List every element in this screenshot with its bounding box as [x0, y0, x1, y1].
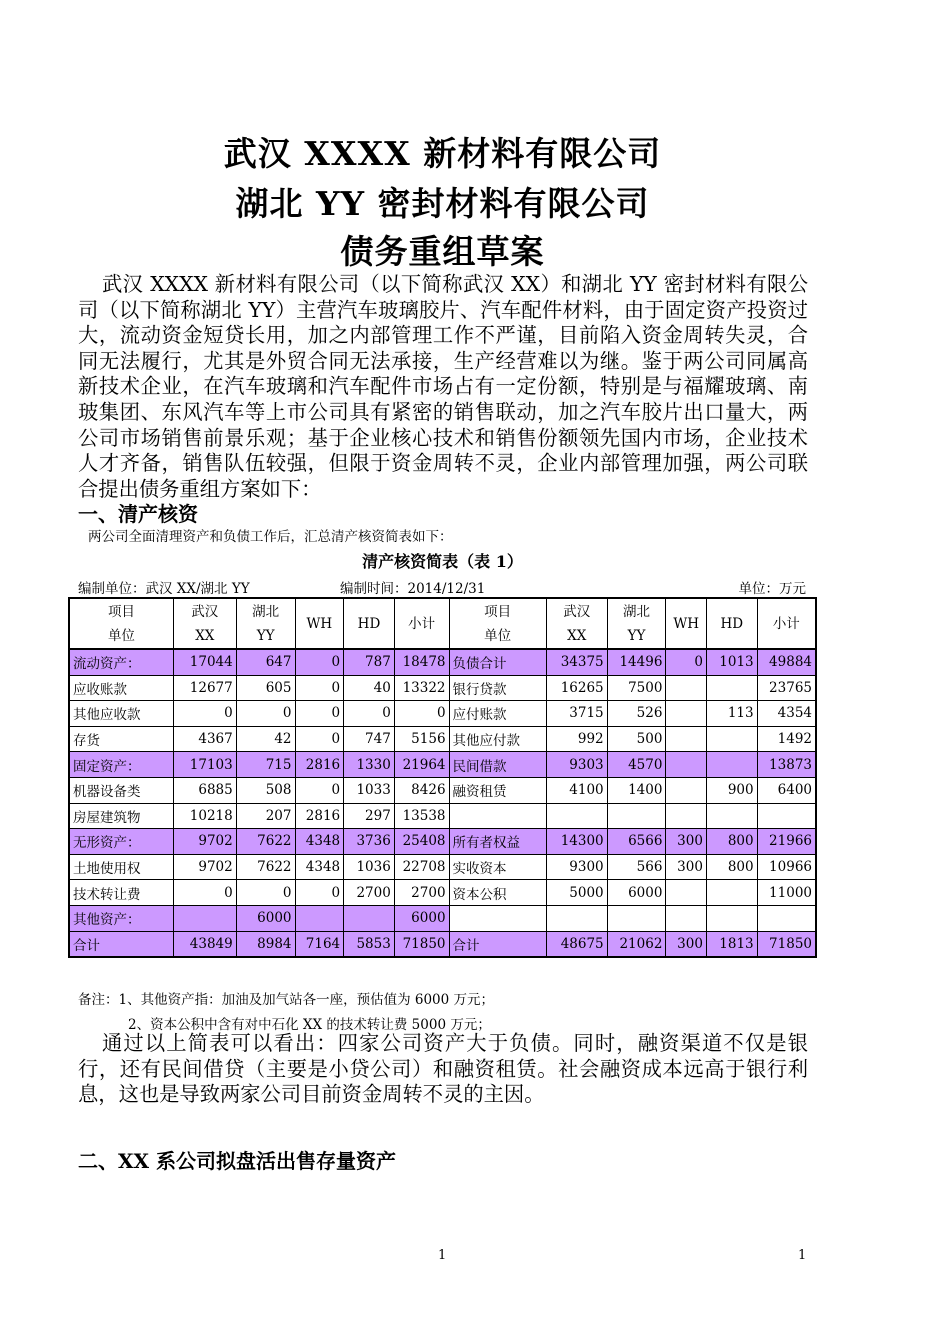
value-cell: 297 [344, 803, 395, 829]
value-cell [706, 726, 757, 752]
table-row [69, 880, 816, 906]
value-cell: 5156 [394, 726, 449, 752]
row-label-cell: 合计 [449, 931, 546, 957]
row-label-cell: 负债合计 [449, 649, 546, 675]
header-hubei: 湖北 YY [236, 598, 295, 649]
value-cell [666, 726, 707, 752]
value-cell: 43849 [173, 931, 236, 957]
value-cell: 18478 [394, 649, 449, 675]
row-label-cell: 机器设备类 [69, 777, 173, 803]
value-cell: 2700 [344, 880, 395, 906]
row-label-cell: 土地使用权 [69, 854, 173, 880]
value-cell [173, 905, 236, 931]
value-cell: 6000 [236, 905, 295, 931]
value-cell: 6000 [607, 880, 666, 906]
header-wh: WH [666, 598, 707, 649]
value-cell [666, 675, 707, 701]
value-cell: 0 [236, 880, 295, 906]
row-label-cell: 其他应收款 [69, 701, 173, 727]
row-label-cell: 房屋建筑物 [69, 803, 173, 829]
value-cell [607, 803, 666, 829]
value-cell: 0 [344, 701, 395, 727]
value-cell: 4100 [546, 777, 607, 803]
value-cell [706, 752, 757, 778]
value-cell: 7622 [236, 854, 295, 880]
intro-paragraph: 武汉 XXXX 新材料有限公司（以下简称武汉 XX）和湖北 YY 密封材料有限公司（以下简称湖北 YY）主营汽车玻璃胶片、汽车配件材料，由于固定资产投资过大，流动资金短贷长用，加之内部管理工作不严谨，目前陷入资金周转失灵，合同无法履行，尤其是外贸合同无法承接，生产经营难以为继。鉴于两公司同属高新技术企业，在汽车玻璃和汽车配件市场占有一定份额，特别是与福耀玻璃、南玻集团、东风汽车等上市公司具有紧密的销售联动，加之汽车胶片出口量大，两公司市场销售前景乐观；基于企业核心技术和销售份额领先国内市场，企业技术人才齐备，销售队伍较强，但限于资金周转不灵，企业内部管理加强，两公司联合提出债务重组方案如下： [78, 272, 808, 501]
value-cell: 16265 [546, 675, 607, 701]
value-cell: 800 [706, 854, 757, 880]
value-cell: 21062 [607, 931, 666, 957]
value-cell: 8426 [394, 777, 449, 803]
value-cell: 7500 [607, 675, 666, 701]
value-cell [666, 752, 707, 778]
table-header-row [69, 598, 816, 649]
header-item: 项目 单位 [449, 598, 546, 649]
header-wuhan: 武汉 XX [546, 598, 607, 649]
value-cell: 0 [236, 701, 295, 727]
value-cell: 0 [295, 649, 344, 675]
row-label-cell [449, 905, 546, 931]
table-row [69, 829, 816, 855]
value-cell: 2700 [394, 880, 449, 906]
value-cell [344, 905, 395, 931]
row-label-cell: 所有者权益 [449, 829, 546, 855]
header-hd: HD [344, 598, 395, 649]
value-cell: 17044 [173, 649, 236, 675]
value-cell: 13873 [757, 752, 816, 778]
value-cell: 2816 [295, 752, 344, 778]
value-cell [607, 905, 666, 931]
value-cell [757, 803, 816, 829]
balance-table [68, 597, 817, 958]
value-cell [295, 905, 344, 931]
value-cell [546, 905, 607, 931]
value-cell: 5853 [344, 931, 395, 957]
value-cell: 34375 [546, 649, 607, 675]
row-label-cell: 应付账款 [449, 701, 546, 727]
value-cell: 13538 [394, 803, 449, 829]
value-cell: 113 [706, 701, 757, 727]
header-subtotal: 小计 [394, 598, 449, 649]
value-cell: 0 [173, 701, 236, 727]
value-cell: 3736 [344, 829, 395, 855]
value-cell: 647 [236, 649, 295, 675]
value-cell: 1036 [344, 854, 395, 880]
table-row [69, 854, 816, 880]
value-cell: 7164 [295, 931, 344, 957]
value-cell: 10966 [757, 854, 816, 880]
table-caption: 清产核资简表（表 1） [362, 552, 523, 571]
page-number-right: 1 [798, 1248, 807, 1263]
note-2: 2、资本公积中含有对中石化 XX 的技术转让费 5000 万元； [128, 1017, 491, 1033]
row-label-cell: 融资租赁 [449, 777, 546, 803]
value-cell: 0 [173, 880, 236, 906]
value-cell: 0 [295, 726, 344, 752]
value-cell: 21966 [757, 829, 816, 855]
table-row [69, 905, 816, 931]
section-heading-1: 一、清产核资 [78, 502, 198, 526]
value-cell: 800 [706, 829, 757, 855]
value-cell: 12677 [173, 675, 236, 701]
value-cell: 4367 [173, 726, 236, 752]
value-cell: 71850 [757, 931, 816, 957]
value-cell: 21964 [394, 752, 449, 778]
title-company-1: 武汉 XXXX 新材料有限公司 [223, 134, 662, 173]
title-document: 债务重组草案 [340, 232, 545, 271]
row-label-cell [449, 803, 546, 829]
value-cell [666, 880, 707, 906]
value-cell: 17103 [173, 752, 236, 778]
value-cell: 7622 [236, 829, 295, 855]
value-cell: 23765 [757, 675, 816, 701]
table-meta-currency: 单位：万元 [738, 581, 806, 597]
row-label-cell: 存货 [69, 726, 173, 752]
value-cell: 8984 [236, 931, 295, 957]
row-label-cell: 固定资产： [69, 752, 173, 778]
value-cell: 6000 [394, 905, 449, 931]
value-cell [666, 701, 707, 727]
header-hubei: 湖北 YY [607, 598, 666, 649]
value-cell: 300 [666, 931, 707, 957]
value-cell [666, 803, 707, 829]
row-label-cell: 应收账款 [69, 675, 173, 701]
header-wh: WH [295, 598, 344, 649]
value-cell [757, 905, 816, 931]
analysis-paragraph: 通过以上简表可以看出：四家公司资产大于负债。同时，融资渠道不仅是银行，还有民间借贷（主要是小贷公司）和融资租赁。社会融资成本远高于银行利息，这也是导致两家公司目前资金周转不灵的主因。 [78, 1031, 808, 1107]
row-label-cell: 流动资产： [69, 649, 173, 675]
value-cell: 42 [236, 726, 295, 752]
row-label-cell: 实收资本 [449, 854, 546, 880]
value-cell: 1033 [344, 777, 395, 803]
value-cell: 9702 [173, 829, 236, 855]
value-cell: 1400 [607, 777, 666, 803]
value-cell: 300 [666, 854, 707, 880]
value-cell: 605 [236, 675, 295, 701]
value-cell [706, 880, 757, 906]
value-cell: 0 [394, 701, 449, 727]
value-cell [546, 803, 607, 829]
value-cell: 71850 [394, 931, 449, 957]
value-cell: 715 [236, 752, 295, 778]
value-cell: 4348 [295, 829, 344, 855]
table-row [69, 777, 816, 803]
page-number-center: 1 [438, 1248, 447, 1263]
table-body [69, 649, 816, 957]
value-cell: 11000 [757, 880, 816, 906]
value-cell: 0 [295, 880, 344, 906]
value-cell [666, 905, 707, 931]
row-label-cell: 技术转让费 [69, 880, 173, 906]
value-cell: 49884 [757, 649, 816, 675]
value-cell: 6885 [173, 777, 236, 803]
value-cell: 2816 [295, 803, 344, 829]
header-subtotal: 小计 [757, 598, 816, 649]
value-cell: 40 [344, 675, 395, 701]
value-cell: 1330 [344, 752, 395, 778]
value-cell: 48675 [546, 931, 607, 957]
value-cell: 25408 [394, 829, 449, 855]
table-row [69, 931, 816, 957]
header-hd: HD [706, 598, 757, 649]
row-label-cell: 民间借款 [449, 752, 546, 778]
section-1-lead: 两公司全面清理资产和负债工作后，汇总清产核资简表如下： [88, 529, 453, 545]
value-cell: 9300 [546, 854, 607, 880]
value-cell: 300 [666, 829, 707, 855]
value-cell: 13322 [394, 675, 449, 701]
row-label-cell: 其他资产： [69, 905, 173, 931]
value-cell: 1013 [706, 649, 757, 675]
value-cell: 9303 [546, 752, 607, 778]
value-cell: 0 [666, 649, 707, 675]
table-meta-time: 编制时间：2014/12/31 [340, 581, 486, 597]
value-cell: 10218 [173, 803, 236, 829]
value-cell: 0 [295, 701, 344, 727]
table-row [69, 726, 816, 752]
table-row [69, 752, 816, 778]
value-cell: 4354 [757, 701, 816, 727]
value-cell: 9702 [173, 854, 236, 880]
value-cell [706, 905, 757, 931]
value-cell: 4348 [295, 854, 344, 880]
value-cell [706, 803, 757, 829]
header-wuhan: 武汉 XX [173, 598, 236, 649]
value-cell: 14300 [546, 829, 607, 855]
value-cell: 14496 [607, 649, 666, 675]
row-label-cell: 其他应付款 [449, 726, 546, 752]
header-item: 项目 单位 [69, 598, 173, 649]
title-company-2: 湖北 YY 密封材料有限公司 [235, 184, 650, 223]
note-1: 备注：1、其他资产指：加油及加气站各一座，预估值为 6000 万元； [78, 992, 495, 1008]
table-row [69, 803, 816, 829]
value-cell: 3715 [546, 701, 607, 727]
table-row [69, 649, 816, 675]
table-meta-unit: 编制单位：武汉 XX/湖北 YY [78, 581, 250, 597]
value-cell: 1492 [757, 726, 816, 752]
value-cell: 0 [295, 675, 344, 701]
table-row [69, 675, 816, 701]
value-cell: 992 [546, 726, 607, 752]
value-cell: 0 [295, 777, 344, 803]
value-cell: 900 [706, 777, 757, 803]
value-cell: 1813 [706, 931, 757, 957]
section-heading-2: 二、XX 系公司拟盘活出售存量资产 [78, 1149, 396, 1173]
value-cell: 526 [607, 701, 666, 727]
value-cell: 6400 [757, 777, 816, 803]
value-cell: 787 [344, 649, 395, 675]
table-row [69, 701, 816, 727]
value-cell [706, 675, 757, 701]
value-cell: 500 [607, 726, 666, 752]
value-cell: 6566 [607, 829, 666, 855]
row-label-cell: 银行贷款 [449, 675, 546, 701]
value-cell: 4570 [607, 752, 666, 778]
value-cell: 508 [236, 777, 295, 803]
row-label-cell: 无形资产： [69, 829, 173, 855]
value-cell: 22708 [394, 854, 449, 880]
value-cell: 207 [236, 803, 295, 829]
value-cell: 5000 [546, 880, 607, 906]
value-cell: 566 [607, 854, 666, 880]
value-cell [666, 777, 707, 803]
value-cell: 747 [344, 726, 395, 752]
row-label-cell: 资本公积 [449, 880, 546, 906]
row-label-cell: 合计 [69, 931, 173, 957]
